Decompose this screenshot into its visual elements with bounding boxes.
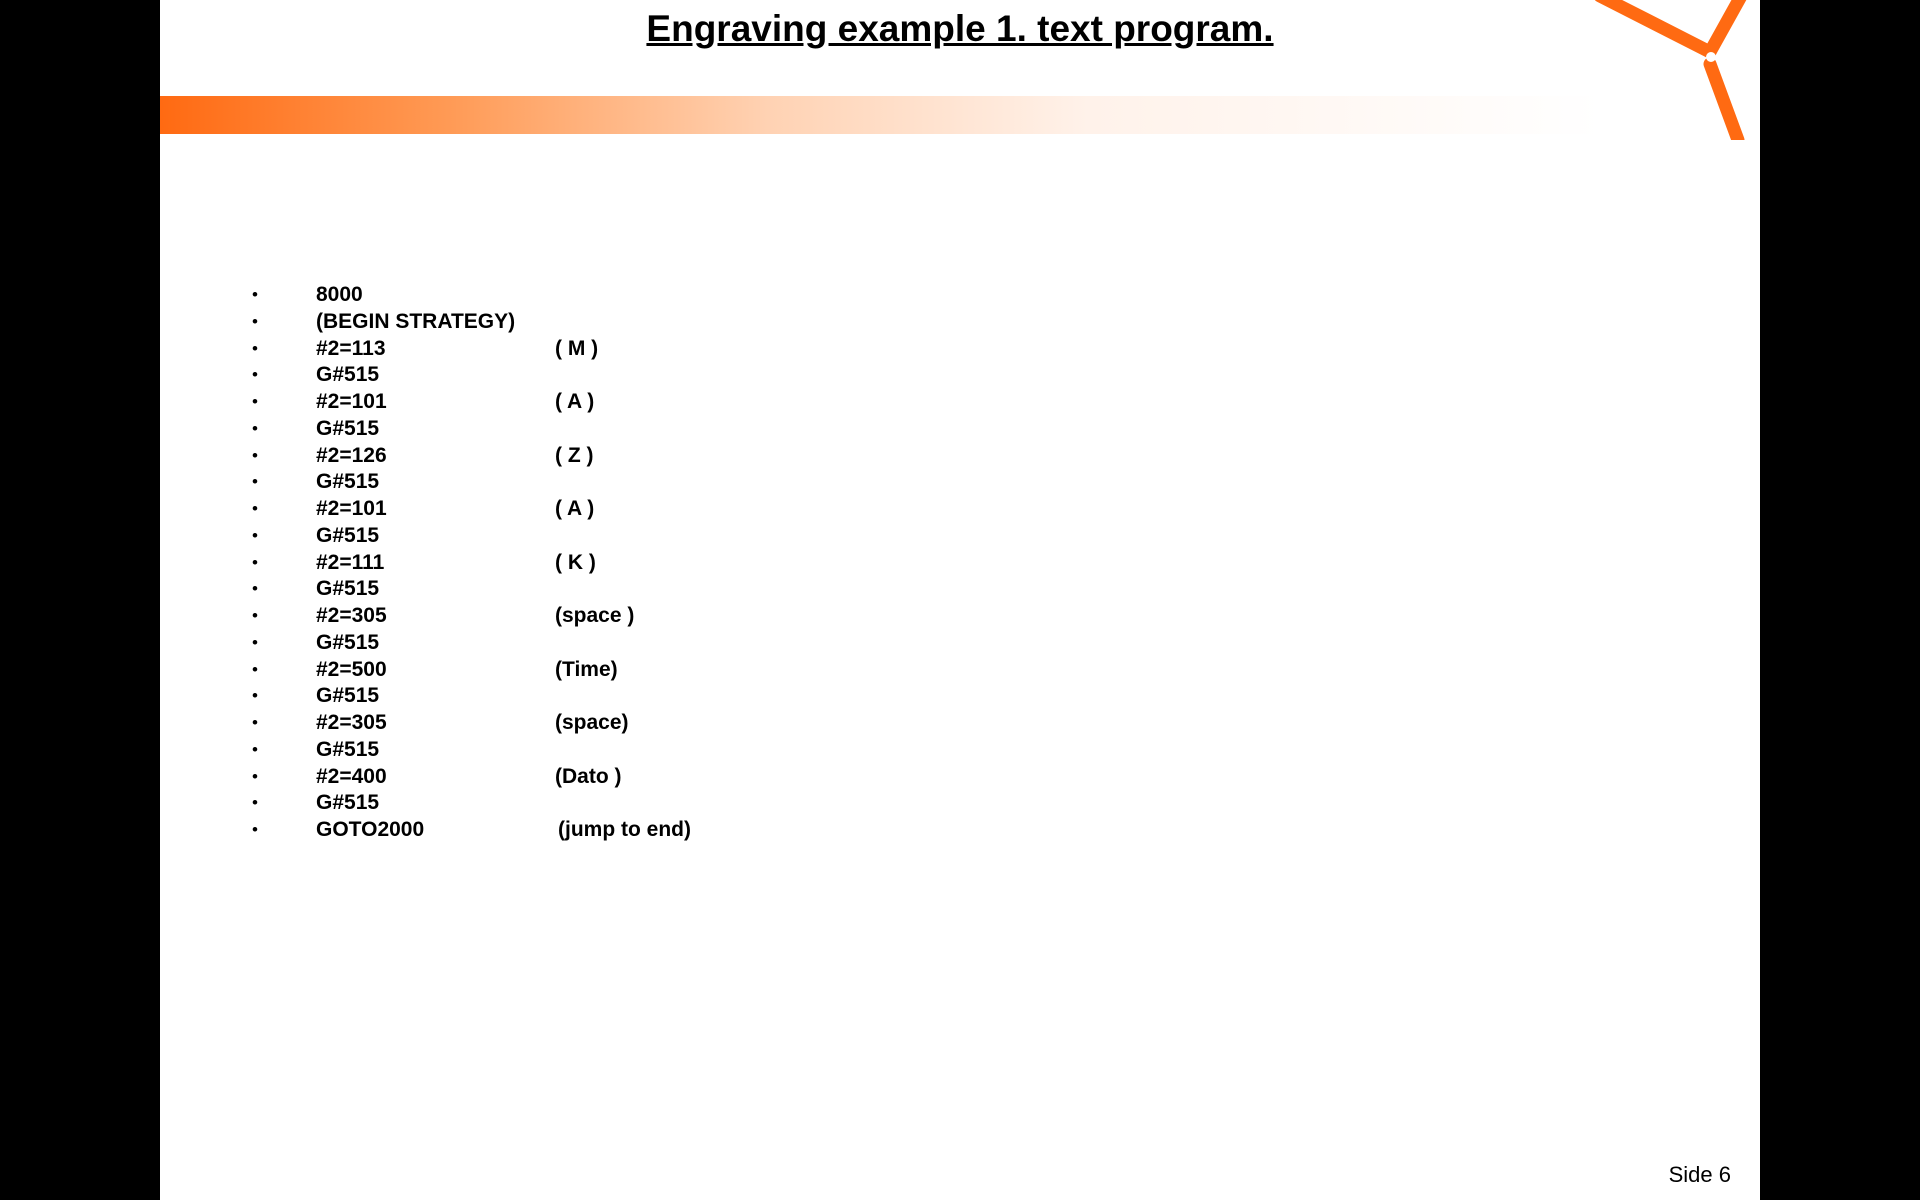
- code-command: #2=111: [316, 550, 385, 574]
- code-command: #2=113: [316, 336, 386, 360]
- slide-title: Engraving example 1. text program.: [646, 8, 1274, 49]
- code-command: G#515: [316, 416, 380, 440]
- bullet-icon: •: [252, 445, 258, 465]
- page-number: Side 6: [1668, 1162, 1731, 1187]
- code-comment: (jump to end): [558, 818, 691, 841]
- bullet-icon: •: [252, 285, 258, 304]
- bullet-icon: •: [252, 606, 258, 625]
- code-comment: ( K ): [555, 550, 596, 574]
- code-comment: ( A ): [555, 497, 595, 520]
- code-command: G#515: [316, 684, 380, 708]
- code-command: GOTO2000: [316, 818, 425, 841]
- code-comment: ( M ): [555, 336, 599, 360]
- code-command: G#515: [316, 470, 380, 494]
- bullet-icon: •: [252, 820, 258, 839]
- bullet-icon: •: [252, 472, 258, 492]
- code-comment: ( A ): [555, 390, 595, 413]
- code-comment: (Dato ): [555, 764, 622, 788]
- code-command: (BEGIN STRATEGY): [316, 309, 516, 333]
- code-command: G#515: [316, 577, 380, 601]
- bullet-icon: •: [252, 686, 258, 706]
- bullet-icon: •: [252, 739, 258, 759]
- bullet-icon: •: [252, 338, 258, 358]
- code-command: #2=500: [316, 657, 387, 681]
- bullet-icon: •: [252, 659, 258, 679]
- code-command: #2=400: [316, 764, 387, 788]
- bullet-icon: •: [252, 793, 258, 813]
- bullet-icon: •: [252, 365, 258, 385]
- code-command: G#515: [316, 791, 380, 815]
- code-command: #2=101: [316, 497, 387, 520]
- code-command: #2=126: [316, 443, 387, 467]
- code-command: #2=305: [316, 711, 387, 734]
- bullet-icon: •: [252, 525, 258, 545]
- code-command: #2=101: [316, 390, 387, 413]
- bullet-icon: •: [252, 713, 258, 732]
- code-command: G#515: [316, 363, 380, 387]
- code-command: #2=305: [316, 604, 387, 627]
- star-logo-icon: [1580, 0, 1760, 140]
- bullet-icon: •: [252, 766, 258, 786]
- bullet-icon: •: [252, 311, 258, 331]
- code-comment: ( Z ): [555, 443, 594, 467]
- bullet-icon: •: [252, 632, 258, 652]
- code-command: G#515: [316, 523, 380, 547]
- slide: [160, 0, 1760, 1200]
- bullet-icon: •: [252, 392, 258, 411]
- code-comment: (space): [555, 711, 629, 734]
- bullet-icon: •: [252, 418, 258, 438]
- code-command: 8000: [316, 283, 363, 306]
- code-command: G#515: [316, 737, 380, 761]
- code-comment: (space ): [555, 604, 635, 627]
- code-command: G#515: [316, 630, 380, 654]
- bullet-icon: •: [252, 499, 258, 518]
- header-gradient-band: [160, 96, 1760, 134]
- bullet-icon: •: [252, 552, 258, 572]
- code-comment: (Time): [555, 657, 618, 681]
- bullet-icon: •: [252, 579, 258, 599]
